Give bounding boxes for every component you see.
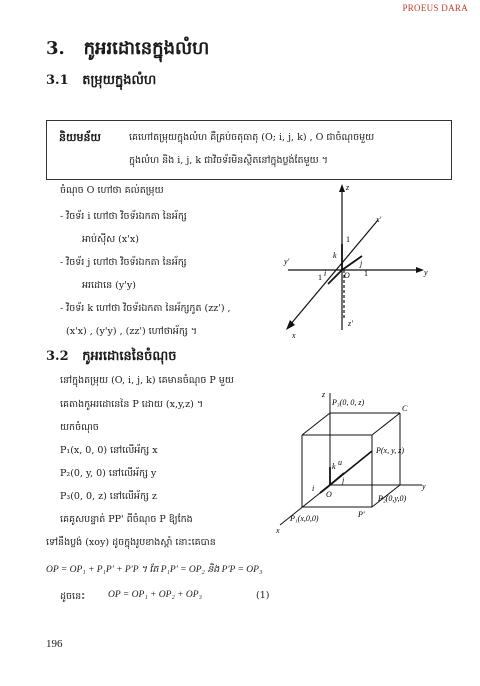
label-i-2: i	[312, 484, 315, 493]
para-line-4: P₁(x, 0, 0) នៅលើអ័ក្ស x	[60, 445, 158, 456]
z-arrowhead	[339, 184, 345, 192]
para-line-5: P₂(0, y, 0) នៅលើអ័ក្ស y	[60, 468, 157, 479]
label-P3: P₃(0, 0, z)	[332, 398, 365, 407]
para-line-2: គេតាងកូអរដោនេនៃ P ដោយ (x,y,z) ។	[60, 399, 204, 410]
label-i: i	[324, 269, 327, 278]
subsection-number-2: 3.2	[46, 349, 69, 364]
label-j-2: j	[342, 476, 345, 485]
label-z-2: z	[322, 390, 326, 399]
label-u: u	[338, 458, 342, 467]
para-line-8: ទៅនឹងប្លង់ (xoy) ដូចក្នុងរូបខាងស្តាំ នោះគេបាន	[46, 537, 216, 548]
subsection-number-1: 3.1	[46, 73, 69, 88]
label-1-x: 1	[318, 273, 322, 282]
y-arrowhead	[416, 267, 424, 273]
label-y: y	[424, 268, 428, 277]
conclusion-prefix: ដូចនេះ	[60, 591, 86, 602]
label-P1: P₁(x,0,0)	[290, 514, 319, 523]
subsection-heading-2	[46, 348, 176, 367]
label-y-prime: y'	[284, 257, 290, 266]
label-x-prime: x'	[376, 215, 382, 224]
label-x-2: x	[276, 526, 280, 535]
para-line-1: នៅក្នុងតម្រុយ (O, i, j, k) គេមានចំណុច P មួយ	[60, 375, 234, 386]
top-right-edge	[372, 413, 400, 435]
label-1-y: 1	[364, 269, 368, 278]
label-P-prime: P'	[358, 510, 365, 519]
para-line-3: យកចំណុច	[60, 422, 99, 433]
author-header: PROEUS DARA	[402, 3, 468, 13]
label-C: C	[402, 404, 408, 413]
label-z-prime: z'	[348, 319, 353, 328]
bullet-j-line-1: - វិចទ័រ j ហៅថា វិចទ័រឯកតា នៃអ័ក្ស	[60, 257, 187, 268]
definition-label: និយមន័យ	[59, 131, 101, 144]
page-number: 196	[46, 638, 63, 650]
label-P2: P₂(0,y,0)	[378, 494, 407, 503]
label-k: k	[333, 251, 337, 260]
axes-figure	[280, 180, 440, 340]
subsection-heading-1	[46, 72, 156, 91]
label-O: O	[344, 271, 350, 280]
origin-text: ចំណុច O ហៅថា គល់តម្រុយ	[60, 185, 164, 196]
label-1-z: 1	[346, 235, 350, 244]
section-heading	[46, 36, 209, 63]
label-P: P(x, y, z)	[376, 446, 404, 455]
equation-1: OP = OP₁ + P₁P' + P'P ។ តែ P₁P' = OP₂ និង P'P = OP₃	[46, 565, 263, 575]
top-left-edge	[302, 413, 330, 435]
bullet-k-line-2: (x'x) , (y'y) , (zz') ហៅថាអ័ក្ស ។	[66, 326, 197, 337]
bullet-k-line-1: - វិចទ័រ k ហៅថា វិចទ័រឯកតា នៃអ័ក្សកូត (zz') ,	[60, 303, 231, 314]
label-x: x	[292, 331, 296, 340]
label-O-2: O	[326, 490, 332, 499]
equation-2: OP = OP₁ + OP₂ + OP₃	[108, 590, 202, 600]
section-number: 3.	[46, 38, 65, 59]
section-title: កូអរដោនេក្នុងលំហ	[83, 38, 210, 59]
label-k-2: k	[332, 462, 336, 471]
label-z: z	[346, 183, 350, 192]
subsection-title-2: កូអរដោនេនៃចំណុច	[82, 349, 177, 364]
para-line-6: P₃(0, 0, z) នៅលើអ័ក្ស z	[60, 491, 157, 502]
bullet-i-line-1: - វិចទ័រ i ហៅថា វិចទ័រឯកតា នៃអ័ក្ស	[60, 211, 187, 222]
label-y-2: y	[422, 482, 426, 491]
label-j: j	[360, 259, 363, 268]
bullet-i-line-2: អាប់ស៊ីស (x'x)	[82, 234, 139, 245]
definition-line-2: ក្នុងលំហ និង i, j, k ជាវិចទ័រមិនស្ថិតនៅក្នុងប្លង់តែមួយ ។	[129, 155, 328, 166]
definition-box	[46, 120, 452, 180]
para-line-7: គេគូសបន្ទាត់ PP' ពីចំណុច P ឱ្យកែង	[60, 514, 193, 525]
vector-j	[342, 256, 362, 270]
cube-figure	[272, 385, 442, 545]
bullet-j-line-2: អរដោនេ (y'y)	[82, 280, 136, 291]
subsection-title-1: តម្រុយក្នុងលំហ	[82, 73, 157, 88]
equation-2-tag: (1)	[256, 590, 270, 601]
definition-line-1: គេហៅតម្រុយក្នុងលំហ គឺគ្រប់ចតុធាតុ (O; i, j, k) , O ជាចំណុចមួយ	[129, 132, 375, 143]
